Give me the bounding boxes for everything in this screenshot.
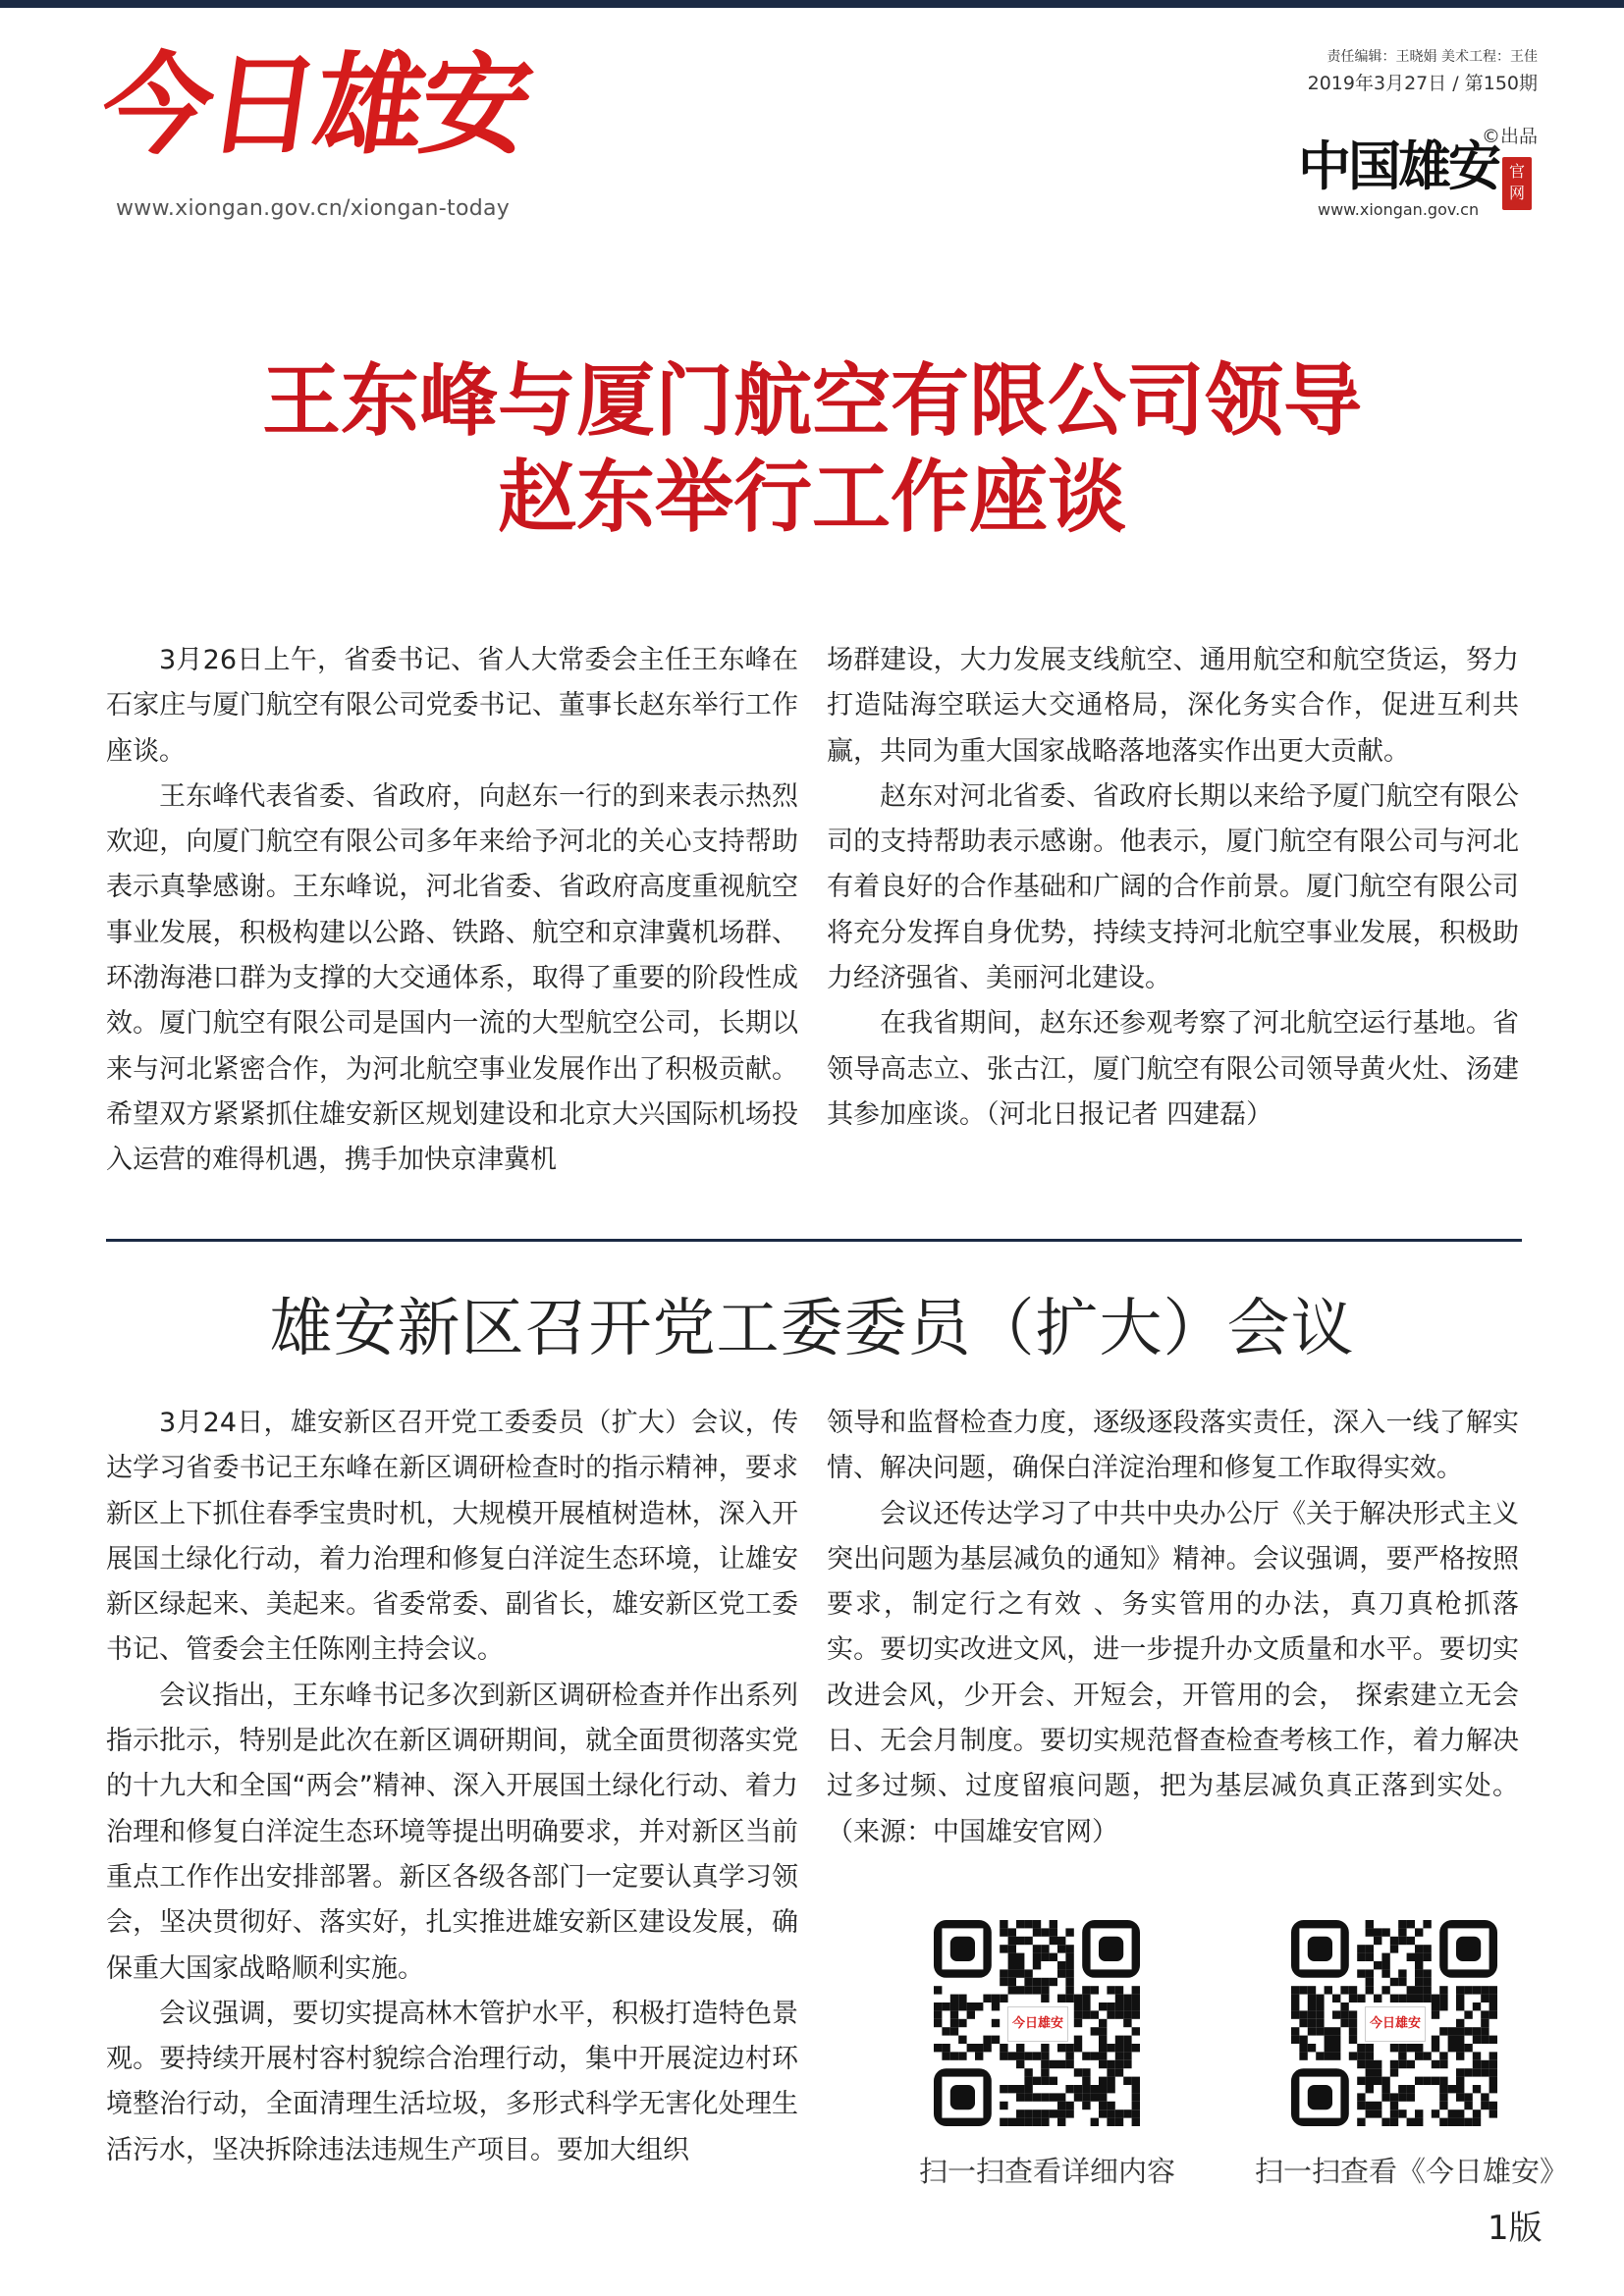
- producer-mark: ©出品: [1481, 126, 1538, 147]
- masthead-logo: 今日雄安: [93, 41, 537, 170]
- article2-paragraph: 会议指出，王东峰书记多次到新区调研检查并作出系列指示批示，特别是此次在新区调研期间，就全面贯彻落实党的十九大和全国“两会”精神、深入开展国土绿化行动、着力治理和修复白洋淀生态环境等提出明确要求，并对新区当前重点工作作出安排部署。新区各级各部门一定要认真学习领会，坚决贯彻好、落实好，扎实推进雄安新区建设发展，确保重大国家战略顺利实施。: [106, 1680, 798, 1984]
- page-number: 1版: [1488, 2209, 1543, 2248]
- article1-paragraph: 3月26日上午，省委书记、省人大常委会主任王东峰在石家庄与厦门航空有限公司党委书记、董事长赵东举行工作座谈。: [106, 645, 798, 767]
- qr-code-detail[interactable]: [934, 1920, 1140, 2126]
- article2-paragraph: 会议还传达学习了中共中央办公厅《关于解决形式主义突出问题为基层减负的通知》精神。会议强调，要严格按照要求，制定行之有效 、务实管用的办法，真刀真枪抓落实。要切实改进文风，进一步提升办文质量和水平。要切实改进会风，少开会、开短会，开管用的会， 探索建立无会日、无会月制度。要切实规范督查检查考核工作，着力解决过多过频、过度留痕问题，把为基层减负真正落到实处。（来源：中国雄安官网）: [827, 1498, 1519, 1847]
- article1-headline: [59, 353, 1565, 545]
- article2-paragraph: 领导和监督检查力度，逐级逐段落实责任，深入一线了解实情、解决问题，确保白洋淀治理和修复工作取得实效。: [827, 1408, 1519, 1484]
- partner-url[interactable]: www.xiongan.gov.cn: [1318, 200, 1480, 219]
- article1-headline-line1: 王东峰与厦门航空有限公司领导: [262, 354, 1362, 447]
- qr-code-today[interactable]: [1291, 1920, 1497, 2126]
- article1-paragraph: 王东峰代表省委、省政府，向赵东一行的到来表示热烈欢迎，向厦门航空有限公司多年来给予河北的关心支持帮助表示真挚感谢。王东峰说，河北省委、省政府高度重视航空事业发展，积极构建以公路、铁路、航空和京津冀机场群、环渤海港口群为支撑的大交通体系，取得了重要的阶段性成效。厦门航空有限公司是国内一流的大型航空公司，长期以来与河北紧密合作，为河北航空事业发展作出了积极贡献。希望双方紧紧抓住雄安新区规划建设和北京大兴国际机场投入运营的难得机遇，携手加快京津冀机: [106, 780, 798, 1176]
- article1-left-column: [106, 638, 798, 1184]
- article2-headline: 雄安新区召开党工委委员（扩大）会议: [269, 1293, 1355, 1365]
- editor-credits: 责任编辑：王晓娟 美术工程：王佳: [1326, 49, 1538, 65]
- qr-caption-today: 扫一扫查看《今日雄安》: [1255, 2155, 1569, 2188]
- partner-logo: 中国雄安: [1298, 134, 1498, 197]
- article1-paragraph: 场群建设，大力发展支线航空、通用航空和航空货运，努力打造陆海空联运大交通格局，深化务实合作，促进互利共赢，共同为重大国家战略落地落实作出更大贡献。: [827, 645, 1519, 767]
- article2-left-column: [106, 1401, 798, 2173]
- article2-paragraph: 会议强调，要切实提高林木管护水平，积极打造特色景观。要持续开展村容村貌综合治理行动，集中开展淀边村环境整治行动，全面清理生活垃圾，多形式科学无害化处理生活污水，坚决拆除违法违规生产项目。要加大组织: [106, 1998, 798, 2165]
- article1-paragraph: 在我省期间，赵东还参观考察了河北航空运行基地。省领导高志立、张古江，厦门航空有限公司领导黄火灶、汤建其参加座谈。（河北日报记者 四建磊）: [827, 1008, 1519, 1130]
- partner-seal: 官网: [1502, 157, 1532, 210]
- article1-headline-line2: 赵东举行工作座谈: [498, 450, 1126, 543]
- article1-paragraph: 赵东对河北省委、省政府长期以来给予厦门航空有限公司的支持帮助表示感谢。他表示，厦门航空有限公司与河北有着良好的合作基础和广阔的合作前景。厦门航空有限公司将充分发挥自身优势，持续支持河北航空事业发展，积极助力经济强省、美丽河北建设。: [827, 780, 1519, 994]
- top-bar: [0, 0, 1624, 8]
- article2-paragraph: 3月24日，雄安新区召开党工委委员（扩大）会议，传达学习省委书记王东峰在新区调研检查时的指示精神，要求新区上下抓住春季宝贵时机，大规模开展植树造林，深入开展国土绿化行动，着力治理和修复白洋淀生态环境，让雄安新区绿起来、美起来。省委常委、副省长，雄安新区党工委书记、管委会主任陈刚主持会议。: [106, 1408, 798, 1666]
- masthead-url[interactable]: www.xiongan.gov.cn/xiongan-today: [116, 196, 511, 221]
- qr-center-logo: 今日雄安: [1007, 2006, 1068, 2042]
- article1-right-column: [827, 638, 1519, 1138]
- article2-right-column: [827, 1401, 1519, 1855]
- qr-center-logo: 今日雄安: [1365, 2006, 1426, 2042]
- section-divider: [106, 1239, 1522, 1242]
- issue-info: 2019年3月27日 / 第150期: [1307, 73, 1538, 94]
- qr-caption-detail: 扫一扫查看详细内容: [919, 2155, 1176, 2188]
